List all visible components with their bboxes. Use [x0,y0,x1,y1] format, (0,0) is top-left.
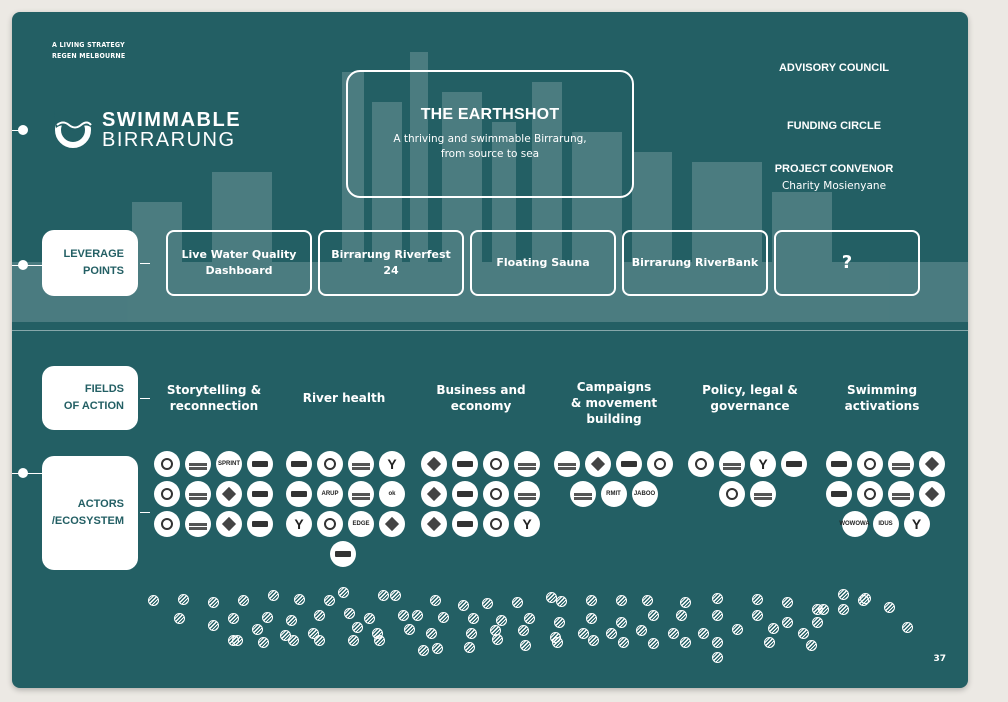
participant-dot [524,613,535,624]
participant-dot [430,595,441,606]
partner-logo-mark [925,487,939,501]
participant-dot [884,602,895,613]
partner-logo [154,451,180,477]
partner-logo [216,451,242,477]
earthshot-box [346,70,634,198]
participant-dot [648,638,659,649]
report-tag-line1: A LIVING STRATEGY [52,41,125,49]
partner-logo [873,511,899,537]
participant-dot [348,635,359,646]
partner-logo-text: Y [387,456,397,472]
partner-logo [585,451,611,477]
partner-logo-mark [427,487,441,501]
actors-ecosystem-label [42,456,138,570]
participant-dot [364,613,375,624]
partner-logo [421,481,447,507]
field-policy [692,382,808,414]
partner-logo-text: ok [388,491,396,497]
partner-logo [185,511,211,537]
partner-logo-mark [726,488,738,500]
field-business [426,382,536,414]
field-campaigns [558,379,670,427]
partner-logo [919,481,945,507]
brand-name-top: SWIMMABLE [102,109,242,131]
participant-dot [618,637,629,648]
participant-dot [344,608,355,619]
partner-logo [632,481,658,507]
participant-dot [752,594,763,605]
participant-dot [512,597,523,608]
field-swimming-line2: activations [844,399,920,413]
participant-dot [812,617,823,628]
strategy-page [12,12,968,688]
leverage-points-line1: LEVERAGE [63,248,124,260]
partner-logo-text: EDGE [352,521,370,527]
connector-line-brand [12,130,20,131]
partner-logo [839,511,870,537]
participant-dot [586,613,597,624]
participant-dot [554,617,565,628]
fields-of-action-label [42,366,138,430]
participant-dot [606,628,617,639]
participant-dot [578,628,589,639]
actors-tick [140,512,150,513]
advisory-council [772,62,896,74]
participant-dot [432,643,443,654]
participant-dot [586,595,597,606]
partner-logo-mark [654,458,666,470]
field-storytelling [158,382,270,414]
participant-dot [404,624,415,635]
partner-logo [247,481,273,507]
participant-dot [458,600,469,611]
partner-logo [616,451,642,477]
partner-logo [348,511,374,537]
partner-logo-text: Y [758,456,768,472]
participant-dot [286,615,297,626]
participant-dot [636,625,647,636]
participant-dot [496,615,507,626]
partner-logo-mark [831,491,847,497]
participant-dot [616,595,627,606]
participant-dot [288,635,299,646]
partner-logo-text: Y [294,516,304,532]
participant-dot [252,624,263,635]
participant-dot [466,628,477,639]
partner-logo-mark [490,488,502,500]
partner-logo-mark [591,457,605,471]
field-campaigns-line1: Campaigns [576,380,652,394]
participant-dot [258,637,269,648]
participant-dot [798,628,809,639]
participant-dot [732,624,743,635]
partner-logo-mark [457,491,473,497]
convenor-name: Charity Mosienyane [781,180,887,192]
partner-logo-mark [786,461,802,467]
leverage-points-line2: POINTS [83,265,124,277]
partner-logo-mark [291,491,307,497]
partner-logo [379,481,405,507]
wave-circle-icon [54,111,92,149]
partner-logo-mark [754,493,772,496]
field-policy-line1: Policy, legal & [702,383,798,397]
field-storytelling-line1: Storytelling & [166,383,262,397]
partner-logo [601,481,627,507]
leverage-point-2-line1: Birrarung Riverfest 24 [331,248,451,277]
participant-dot [398,610,409,621]
partner-logo [286,451,312,477]
participant-dot [314,635,325,646]
participant-dot [752,610,763,621]
partner-logo [888,451,914,477]
partner-logo-mark [574,493,592,496]
connector-line-leverage [12,265,42,266]
partner-logo-mark [161,458,173,470]
partner-logo-mark [324,518,336,530]
partner-logo [317,511,343,537]
participant-dot [208,597,219,608]
field-policy-line2: governance [710,399,790,413]
participant-dot [174,613,185,624]
participant-dot [806,640,817,651]
participant-dot [148,595,159,606]
partner-logo [348,451,374,477]
partner-logo-text: Y [911,516,922,532]
earthshot-title: THE EARTHSHOT [420,106,560,123]
participant-dot [698,628,709,639]
partner-logo [185,481,211,507]
partner-logo [317,451,343,477]
participant-dot [764,637,775,648]
partner-logo [317,481,343,507]
partner-logo-mark [252,491,268,497]
report-tag [52,40,125,62]
partner-logo-mark [291,461,307,467]
partner-logo-mark [695,458,707,470]
partner-logo-mark [352,493,370,496]
participant-dot [782,597,793,608]
partner-logo-mark [352,463,370,466]
partner-logo-text: RMIT [606,491,621,497]
participant-dot [352,622,363,633]
partner-logo-mark [252,521,268,527]
partner-logo [216,481,242,507]
participant-dot [556,596,567,607]
funding-circle-label: FUNDING CIRCLE [786,120,882,132]
participant-dot [680,597,691,608]
partner-logo-mark [385,517,399,531]
participant-dot [712,637,723,648]
partner-logo [421,451,447,477]
partner-logo [216,511,242,537]
partner-logo-mark [189,493,207,496]
partner-logo-mark [189,523,207,526]
participant-dot [438,612,449,623]
partner-logo [514,481,540,507]
participant-dot [314,610,325,621]
partner-logo-text: ARUP [321,491,339,497]
report-tag-line2: REGEN MELBOURNE [52,52,126,60]
participant-dot [492,634,503,645]
partner-logo [826,481,852,507]
leverage-point-riverbank[interactable] [622,230,768,296]
participant-dot [648,610,659,621]
participant-dot [680,637,691,648]
partner-logo [514,511,540,537]
participant-dot [902,622,913,633]
partner-logo [570,481,596,507]
earthshot-subtitle-line1: A thriving and swimmable Birrarung, [393,133,587,145]
partner-logo [154,481,180,507]
partner-logo-mark [335,551,351,557]
leverage-point-5-line1: ? [841,252,853,273]
field-storytelling-line2: reconnection [169,399,259,413]
partner-logo [379,511,405,537]
participant-dot [520,640,531,651]
partner-logo [286,511,312,537]
participant-dot [712,593,723,604]
partner-logo [452,451,478,477]
participant-dot [268,590,279,601]
partner-logo [286,481,312,507]
connector-line-actors [12,473,42,474]
participant-dot [464,642,475,653]
partner-logo [452,481,478,507]
partner-logo-mark [518,463,536,466]
field-swimming [830,382,934,414]
partner-logo-mark [189,463,207,466]
partner-logo [514,451,540,477]
participant-dot [642,595,653,606]
partner-logo [379,451,405,477]
partner-logo [857,451,883,477]
partner-logo [330,541,356,567]
participant-dot [668,628,679,639]
partner-logo [185,451,211,477]
participant-dot [712,652,723,663]
leverage-point-riverfest[interactable] [318,230,464,296]
participant-dot [262,612,273,623]
partner-logo [688,451,714,477]
partner-logo [781,451,807,477]
partner-logo-mark [161,518,173,530]
leverage-point-3-line1: Floating Sauna [496,256,590,269]
participant-dot [588,635,599,646]
partner-logo-mark [518,493,536,496]
leverage-point-1-line2: Dashboard [205,264,273,277]
partner-logo-mark [864,488,876,500]
participant-dot [468,613,479,624]
field-business-line1: Business and [436,383,526,397]
advisory-council-label: ADVISORY COUNCIL [778,62,889,74]
partner-logo [554,451,580,477]
participant-dot [374,635,385,646]
partner-logo [888,481,914,507]
participant-dot [324,595,335,606]
participant-dot [390,590,401,601]
partner-logo-mark [864,458,876,470]
brand-name-bottom: BIRRARUNG [102,129,236,151]
earthshot-subtitle-line2: from source to sea [440,148,540,160]
leverage-point-unknown[interactable] [774,230,920,296]
section-divider [12,330,968,331]
participant-dot [338,587,349,598]
field-river-health [292,390,396,406]
partner-logo-mark [831,461,847,467]
field-river-health-line1: River health [302,391,386,405]
participant-dot [782,617,793,628]
partner-logo-mark [252,461,268,467]
partner-logo [247,451,273,477]
actors-ecosystem-line2: /ECOSYSTEM [51,515,124,527]
actors-ecosystem-line1: ACTORS [77,498,124,510]
fields-of-action-line2: OF ACTION [63,400,124,412]
partner-logo-mark [925,457,939,471]
earthshot-subtitle [348,132,632,162]
leverage-tick [140,263,150,264]
participant-dot [768,623,779,634]
partner-logo-mark [892,493,910,496]
partner-logo-text: SPRINT [217,461,240,467]
participant-dot [676,610,687,621]
participant-dot [518,625,529,636]
participant-dot [232,635,243,646]
participant-dot [294,594,305,605]
field-business-line2: economy [450,399,512,413]
participant-dot [178,594,189,605]
participant-dot [482,598,493,609]
participant-dot [418,645,429,656]
partner-logo [483,481,509,507]
partner-logo-mark [892,463,910,466]
partner-logo [247,511,273,537]
leverage-points-label [42,230,138,296]
partner-logo-text: JABOO [633,491,656,497]
project-convenor [768,163,900,192]
field-campaigns-line3: building [586,412,642,426]
page-number: 37 [933,654,946,664]
partner-logo [452,511,478,537]
project-convenor-label: PROJECT CONVENOR [774,163,894,175]
swimmable-birrarung-logo [54,110,241,150]
partner-logo [750,451,776,477]
partner-logo-mark [427,517,441,531]
partner-logo-mark [457,521,473,527]
partner-logo-text: Y [522,516,532,532]
partner-logo-mark [490,518,502,530]
participant-dot [208,620,219,631]
partner-logo [483,511,509,537]
partner-logo-text: WOWOWA [839,521,870,527]
partner-logo [154,511,180,537]
partner-logo-mark [161,488,173,500]
partner-logo [826,451,852,477]
partner-logo [919,451,945,477]
participant-dot [858,595,869,606]
partner-logo [719,451,745,477]
partner-logo-text: IDUS [878,521,893,527]
participant-dot [412,610,423,621]
partner-logo-mark [558,463,576,466]
partner-logo-mark [324,458,336,470]
partner-logo-mark [222,517,236,531]
partner-logo [348,481,374,507]
partner-logo-mark [490,458,502,470]
field-campaigns-line2: & movement [570,396,658,410]
partner-logo-mark [457,461,473,467]
participant-dot [712,610,723,621]
leverage-point-floating-sauna[interactable] [470,230,616,296]
partner-logo-mark [427,457,441,471]
partner-logo [647,451,673,477]
partner-logo [904,511,930,537]
participant-dot [238,595,249,606]
participant-dot [552,637,563,648]
partner-logo [857,481,883,507]
participant-dot [378,590,389,601]
partner-logo-mark [723,463,741,466]
participant-dot [426,628,437,639]
field-swimming-line1: Swimming [846,383,918,397]
leverage-point-water-quality[interactable] [166,230,312,296]
leverage-point-4-line1: Birrarung RiverBank [631,256,759,269]
participant-dot [228,613,239,624]
participant-dot [838,589,849,600]
fields-of-action-line1: FIELDS [84,383,124,395]
partner-logo-mark [222,487,236,501]
participant-dot [818,604,829,615]
partner-logo [719,481,745,507]
funding-circle [772,120,896,132]
partner-logo [483,451,509,477]
partner-logo [750,481,776,507]
fields-tick [140,398,150,399]
partner-logo-mark [621,461,637,467]
participant-dot [616,617,627,628]
partner-logo [421,511,447,537]
leverage-point-1-line1: Live Water Quality [181,248,297,261]
participant-dot [838,604,849,615]
